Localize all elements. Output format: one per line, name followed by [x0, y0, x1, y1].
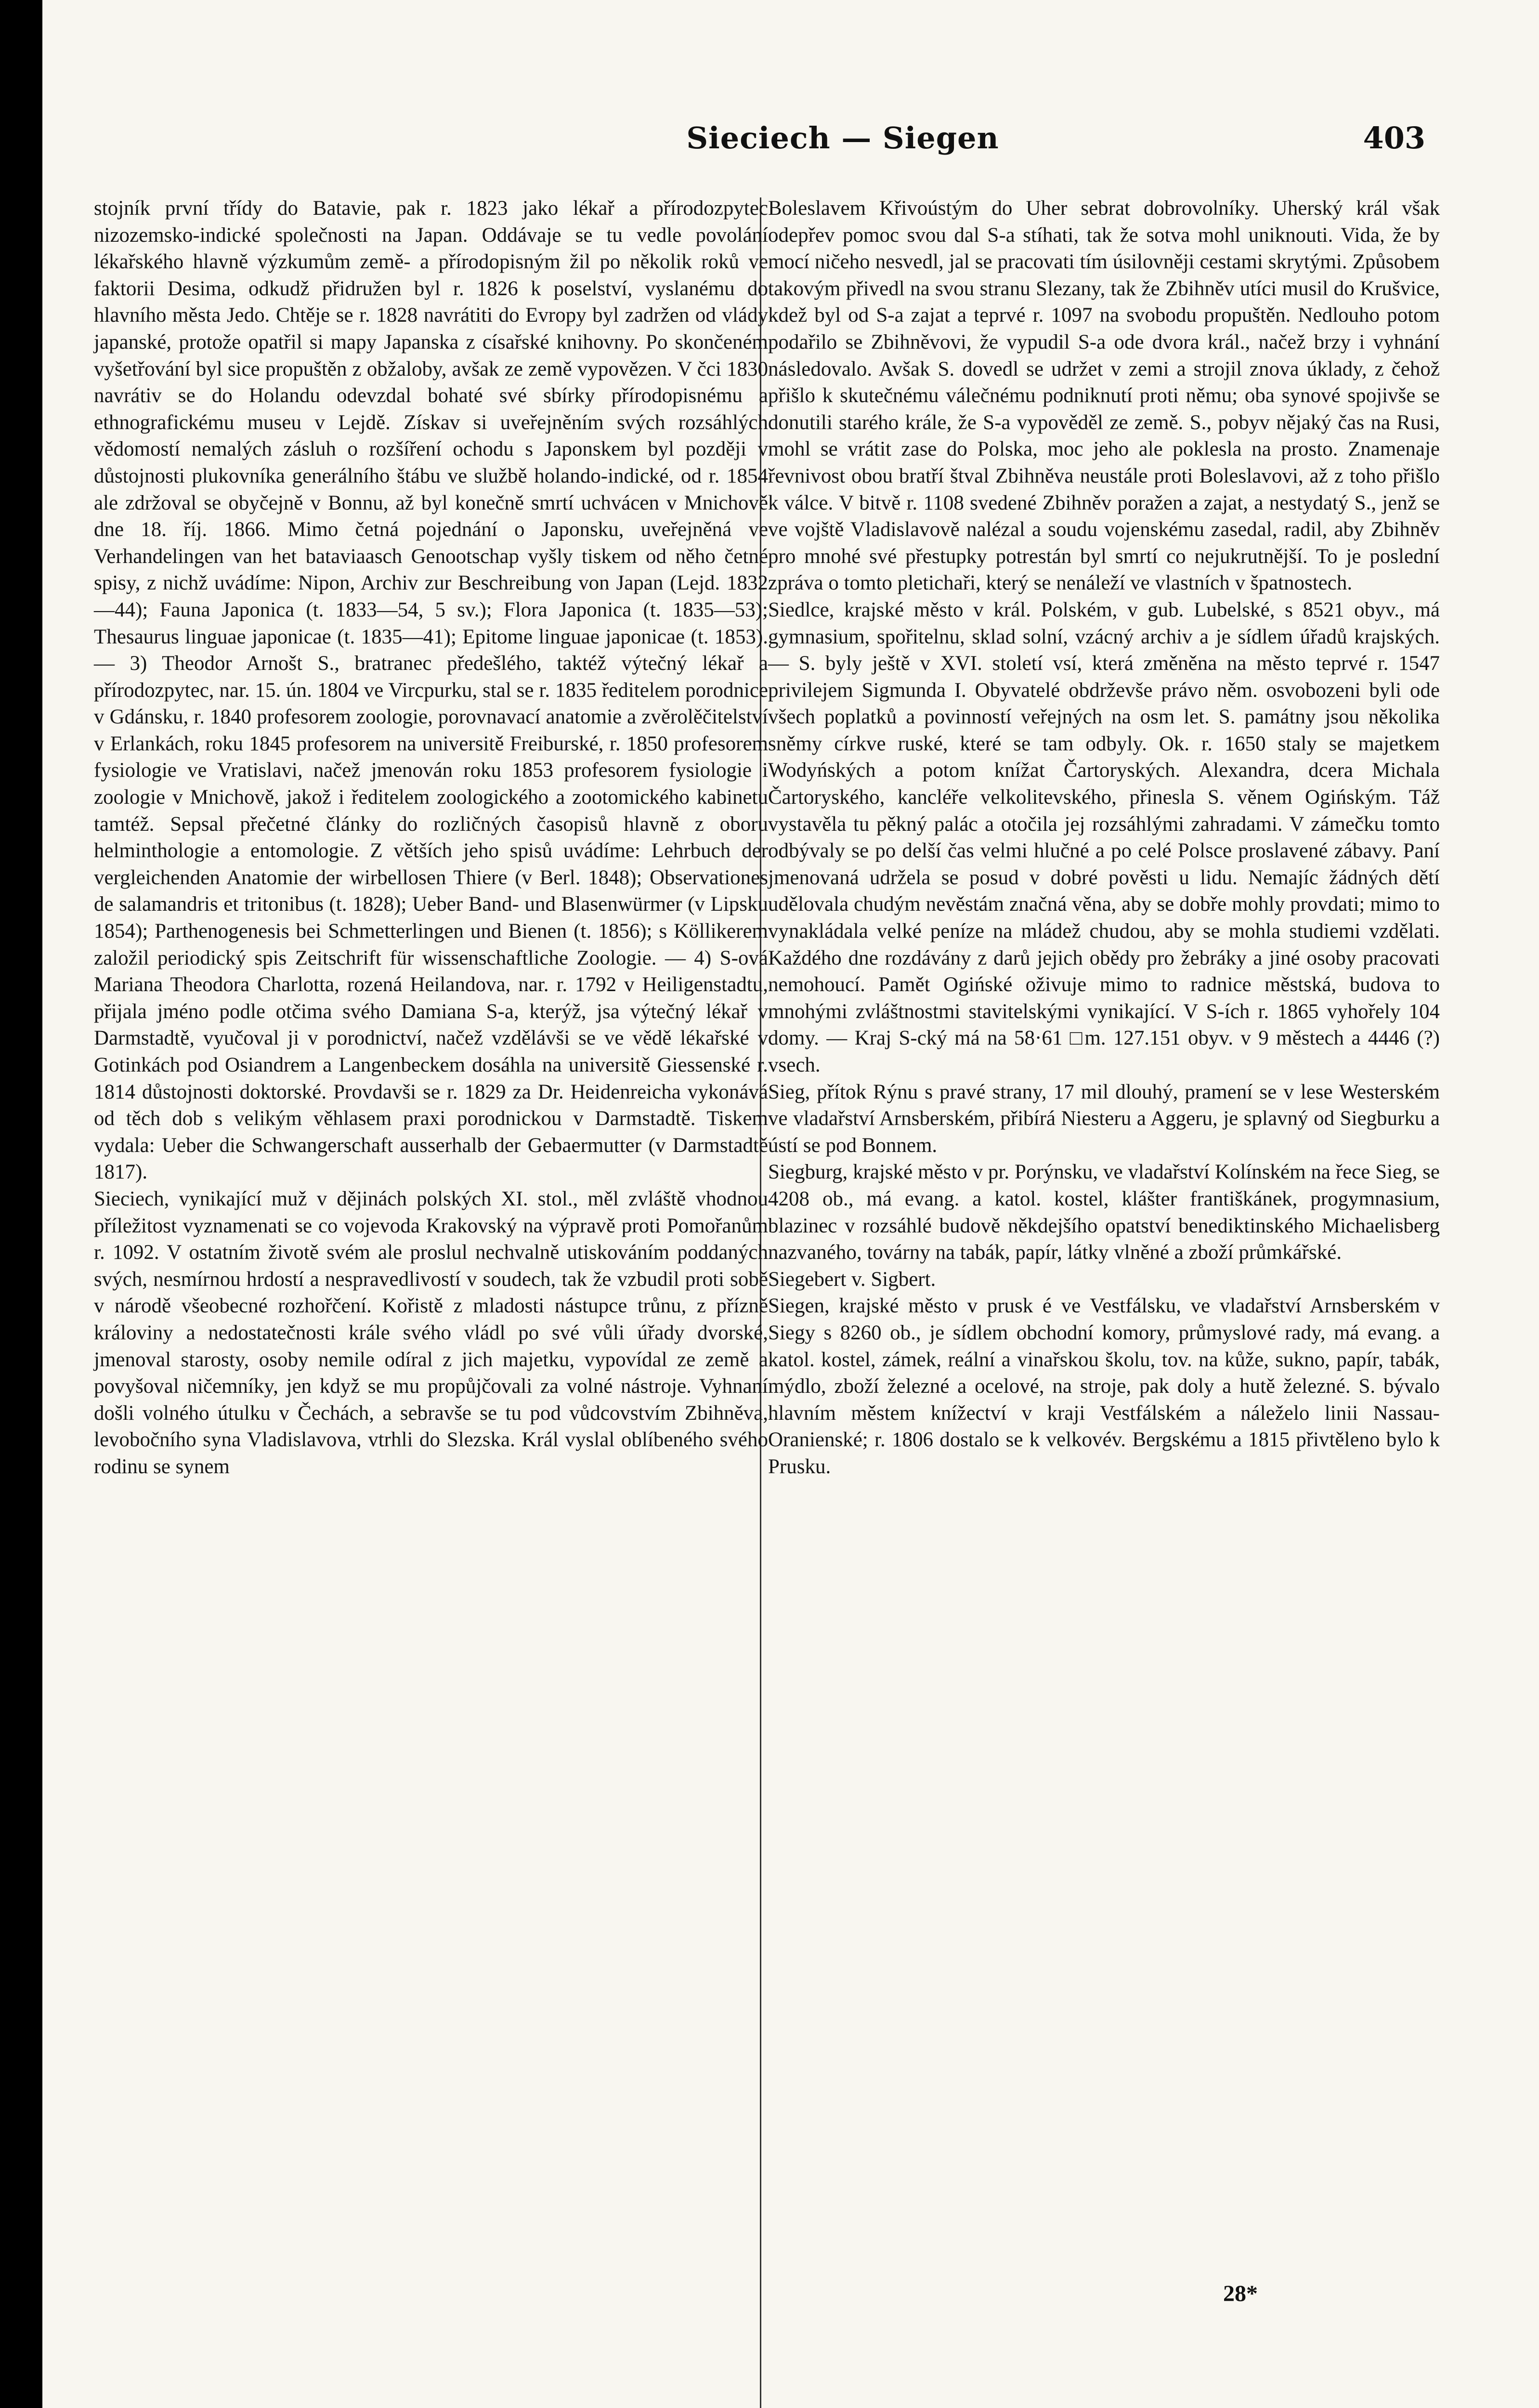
paragraph: Siegburg, krajské město v pr. Porýnsku, ve vladařství Kolínském na řece Sieg, se 4208 ob., má evang. a katol. kostel, klášter františkánek, progymnasium, blazinec v rozsáhlé budově někdejšího opatství benediktinského Michaelisberg nazvaného, továrny na tabák, papír, látky vlněné a zboží průmkářské.: [768, 1161, 1440, 1264]
paragraph: Sieg, přítok Rýnu s pravé strany, 17 mil dlouhý, pramení se v lese Westerském ve vladařství Arnsberském, přibírá Niesteru a Aggeru, je splavný od Siegburku a ústí se pod Bonnem.: [768, 1080, 1440, 1157]
paragraph: Siedlce, krajské město v král. Polském, v gub. Lubelské, s 8521 obyv., má gymnasium, spořitelnu, sklad solní, vzácný archiv a je sídlem úřadů krajských. — S. byly ještě v XVI. století vsí, která změněna na město teprvé r. 1547 privilejem Sigmunda I. Obyvatelé obdrževše právo něm. osvobozeni byli ode všech poplatků a povinností veřejných na osm let. S. památny jsou několika sněmy církve ruské, které se tam odbyly. Ok. r. 1650 staly se majetkem Wodyńských a potom knížat Čartoryských. Alexandra, dcera Michala Čartoryského, kancléře velkolitevského, přinesla S. věnem Ogińským. Táž vystavěla tu pěkný palác a otočila jej rozsáhlými zahradami. V zámečku tomto odbývaly se po delší čas velmi hlučné a po celé Polsce proslavené zábavy. Paní jmenovaná udržela se posud v dobré pověsti u lidu. Nemajíc žádných dětí udělovala chudým nevěstám značná věna, aby se dobře mohly provdati; mimo to vynakládala velké peníze na mládež chudou, aby se mohla studiemi vzdělati. Každého dne rozdávány z darů jejich obědy pro žebráky a jiné osoby pracovati nemohoucí. Pamět Ogińské oživuje mimo to radnice městská, budova to mnohými zvláštnostmi stavitelskými vynikající. V S-ích r. 1865 vyhořely 104 domy. — Kraj S-cký má na 58·61 □m. 127.151 obyv. v 9 městech a 4446 (?) vsech.: [768, 598, 1440, 1076]
paragraph: Boleslavem Křivoústým do Uher sebrat dobrovolníky. Uherský král však odepřev pomoc svou dal S-a stíhati, tak že sotva mohl uniknouti. Vida, že by mocí ničeho nesvedl, jal se pracovati tím úsilovněji cestami skrytými. Způsobem takovým přivedl na svou stranu Slezany, tak že Zbihněv utíci musil do Krušvice, kdež byl od S-a zajat a teprvé r. 1097 na svobodu propuštěn. Nedlouho potom podařilo se Zbihněvovi, že vypudil S-a ode dvora král., načež brzy i vyhnání následovalo. Avšak S. dovedl se udržet v zemi a strojil znova úklady, z čehož přišlo k skutečnému válečnému podniknutí proti němu; oba synové spojivše se donutili starého krále, že S-a vypověděl ze země. S., pobyv nějaký čas na Rusi, mohl se vrátit zase do Polska, moc jeho ale poklesla na prosto. Znamenaje řevnivost obou bratří štval Zbihněva neustále proti Boleslavovi, až z toho přišlo k válce. V bitvě r. 1108 svedené Zbihněv poražen a zajat, a nestydatý S., jenž se ve vojště Vladislavově nalézal a soudu vojenskému zasedal, radil, aby Zbihněv pro mnohé své přestupky potrestán byl smrtí co nejukrutnější. To je poslední zpráva o tomto pletichaři, který se nenáleží ve vlastních v špatnostech.: [768, 197, 1440, 595]
running-header: Sieciech — Siegen: [686, 120, 999, 156]
page-number: 403: [1363, 120, 1425, 156]
paragraph: Siegen, krajské město v prusk é ve Vestfálsku, ve vladařství Arnsberském v Siegy s 8260 ob., je sídlem obchodní komory, průmyslové rady, má evang. a katol. kostel, zámek, reální a vinařskou školu, tov. na kůže, sukno, papír, tabák, mýdlo, zboží železné a ocelové, na stroje, pak doly a hutě železné. S. bývalo hlavním městem knížectví v kraji Vestfálském a náleželo linii Nassau-Oranienské; r. 1806 dostalo se k velkovév. Bergskému a 1815 přivtěleno bylo k Prusku.: [768, 1295, 1440, 1478]
paragraph: Siegebert v. Sigbert.: [768, 1268, 936, 1291]
right-column: [768, 195, 1440, 1480]
left-column: [94, 195, 768, 1480]
signature-mark: 28*: [1223, 2281, 1258, 2306]
paragraph: Sieciech, vynikající muž v dějinách polských XI. stol., měl zvláště vhodnou příležitost vyznamenati se co vojevoda Krakovský na výpravě proti Pomořanům r. 1092. V ostatním životě svém ale proslul nechvalně utiskováním poddaných svých, nesmírnou hrdostí a nespravedlivostí v soudech, tak že vzbudil proti sobě v národě všeobecné rozhořčení. Kořistě z mladosti nástupce trůnu, z přízně královiny a nedostatečnosti krále svého vládl po své vůli úřady dvorské, jmenoval starosty, osoby nemile odíral z jich majetku, vypovídal ze země a povyšoval ničemníky, jen když se mu propůjčovali za volné nástroje. Vyhnaní došli volného útulku v Čechách, a sebravše se tu pod vůdcovstvím Zbihněva, levobočního syna Vladislavova, vtrhli do Slezska. Král vyslal oblíbeného svého rodinu se synem: [94, 1187, 768, 1478]
paragraph: stojník první třídy do Batavie, pak r. 1823 jako lékař a přírodozpytec nizozemsko-indické společnosti na Japan. Oddávaje se tu vedle povolání lékařského hlavně výzkumům země- a přírodopisným žil po několik roků ve faktorii Desima, odkudž přidružen byl r. 1826 k poselství, vyslanému do hlavního města Jedo. Chtěje se r. 1828 navrátiti do Evropy byl zadržen od vlády japanské, protože opatřil si mapy Japanska z císařské knihovny. Po skončeném vyšetřování byl sice propuštěn z obžaloby, avšak ze země vypovězen. V čci 1830 navrátiv se do Holandu odevzdal bohaté své sbírky přírodopisnému a ethnografickému museu v Lejdě. Získav si uveřejněním svých rozsáhlých vědomostí nemalých zásluh o rozšíření ochodu s Japonskem byl později v důstojnosti plukovníka generálního štábu ve službě holando-indické, od r. 1854 ale zdržoval se obyčejně v Bonnu, až byl konečně smrtí uchvácen v Mnichově dne 18. říj. 1866. Mimo četná pojednání o Japonsku, uveřejněná ve Verhandelingen van het bataviaasch Genootschap vyšly tiskem od něho četné spisy, z nichž uvádíme: Nipon, Archiv zur Beschreibung von Japan (Lejd. 1832—44); Fauna Japonica (t. 1833—54, 5 sv.); Flora Japonica (t. 1835—53); Thesaurus linguae japonicae (t. 1835—41); Epitome linguae japonicae (t. 1853). — 3) Theodor Arnošt S., bratranec předešlého, taktéž výtečný lékař a přírodozpytec, nar. 15. ún. 1804 ve Vircpurku, stal se r. 1835 ředitelem porodnice v Gdánsku, r. 1840 profesorem zoologie, porovnavací anatomie a zvěrolěčitelství v Erlankách, roku 1845 profesorem na universitě Freiburské, r. 1850 profesorem fysiologie ve Vratislavi, načež jmenován roku 1853 profesorem fysiologie i zoologie v Mnichově, jakož i ředitelem zoologického a zootomického kabinetu tamtéž. Sepsal přečetné články do rozličných časopisů hlavně z oboru helminthologie a entomologie. Z větších jeho spisů uvádíme: Lehrbuch der vergleichenden Anatomie der wirbellosen Thiere (v Berl. 1848); Observationes de salamandris et tritonibus (t. 1828); Ueber Band- und Blasenwürmer (v Lipsku 1854); Parthenogenesis bei Schmetterlingen und Bienen (t. 1856); s Köllikerem založil periodický spis Zeitschrift für wissenschaftliche Zoologie. — 4) S-ová Mariana Theodora Charlotta, rozená Heilandova, nar. r. 1792 v Heiligenstadtu, přijala jméno podle otčima svého Damiana S-a, kterýž, jsa výtečný lékař v Darmstadtě, vyučoval ji v porodnictví, načež vzdělávši se ve vědě lékařské v Gotinkách pod Osiandrem a Langenbeckem dosáhla na universitě Giessenské r. 1814 důstojnosti doktorské. Provdavši se r. 1829 za Dr. Heidenreicha vykonává od těch dob s velikým věhlasem praxi porodnickou v Darmstadtě. Tiskem vydala: Ueber die Schwangerschaft ausserhalb der Gebaermutter (v Darmstadtě 1817).: [94, 197, 768, 1184]
